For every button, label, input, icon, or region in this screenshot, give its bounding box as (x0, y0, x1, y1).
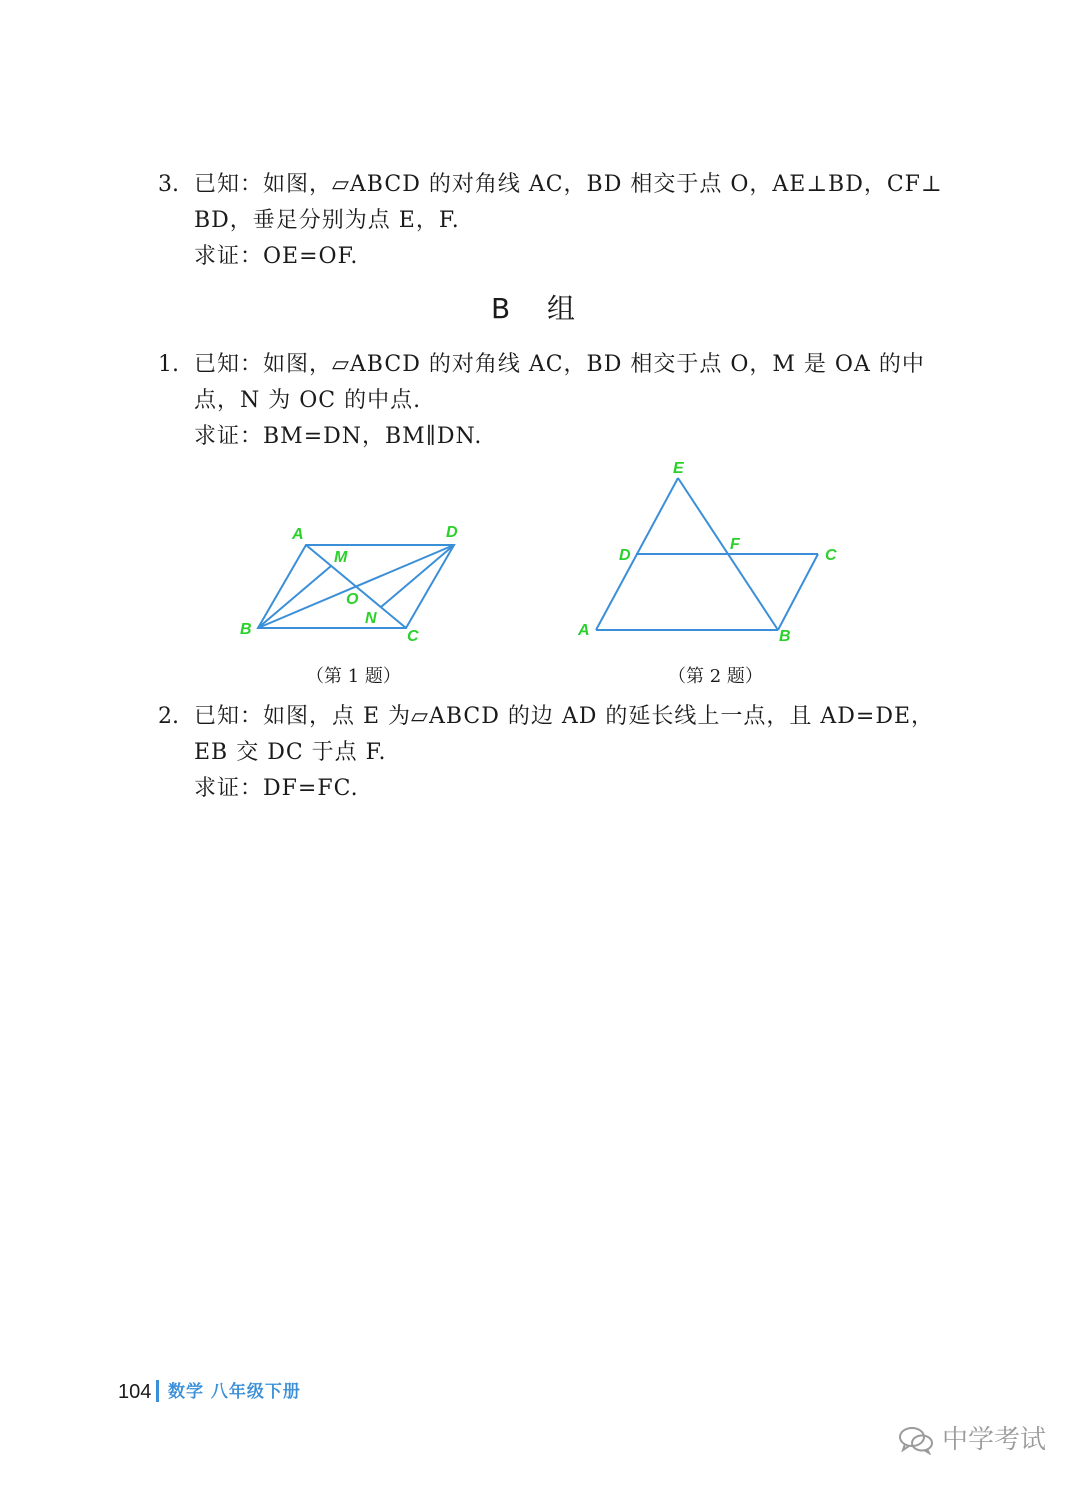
diagonal-bd (258, 545, 454, 628)
problem-number: 3. (158, 172, 179, 197)
label-b: B (240, 621, 252, 638)
figure-1-labels (240, 524, 458, 645)
figure-1 (230, 515, 480, 655)
wechat-icon (898, 1425, 934, 1455)
watermark-text: 中学考试 (942, 1425, 1047, 1455)
label-c: C (825, 547, 837, 564)
problem-text-line: 已知：如图，▱ABCD 的对角线 AC，BD 相交于点 O，AE⊥BD，CF⊥ (194, 172, 943, 197)
group-title: B 组 (490, 292, 590, 325)
label-a: A (292, 526, 304, 543)
label-n: N (365, 610, 377, 627)
problem-text-line: EB 交 DC 于点 F. (194, 740, 387, 765)
label-f: F (730, 536, 740, 553)
label-m: M (334, 549, 348, 566)
problem-text-line: 求证：BM=DN，BM∥DN. (194, 424, 483, 449)
label-d: D (619, 547, 631, 564)
problem-text-line: 已知：如图，▱ABCD 的对角线 AC，BD 相交于点 O，M 是 OA 的中 (194, 352, 925, 377)
figure-1-lines (258, 545, 454, 628)
figure-2 (570, 450, 860, 650)
label-c: C (407, 628, 419, 645)
footer-divider (156, 1380, 159, 1402)
problem-text-line: 点，N 为 OC 的中点. (194, 388, 422, 413)
figure-2-caption: （第 2 题） (668, 666, 763, 687)
page-number: 104 (118, 1381, 152, 1403)
label-o: O (346, 591, 359, 608)
label-a: A (578, 622, 590, 639)
problem-text-line: 已知：如图，点 E 为▱ABCD 的边 AD 的延长线上一点，且 AD=DE， (194, 704, 935, 729)
label-e: E (673, 460, 684, 477)
segment-bm (258, 566, 331, 628)
problem-text-line: BD，垂足分别为点 E，F. (194, 208, 460, 233)
watermark (898, 1420, 1046, 1460)
problem-text-line: 求证：DF=FC. (194, 776, 359, 801)
segment-bc (778, 554, 818, 630)
problem-number: 2. (158, 704, 179, 729)
segment-dn (381, 545, 454, 607)
problem-text-line: 求证：OE=OF. (194, 244, 359, 269)
problem-number: 1. (158, 352, 179, 377)
book-title: 数学 八年级下册 (168, 1382, 301, 1402)
figure-1-caption: （第 1 题） (306, 666, 401, 687)
label-d: D (446, 524, 458, 541)
figure-2-labels (577, 460, 837, 645)
label-b: B (779, 628, 791, 645)
